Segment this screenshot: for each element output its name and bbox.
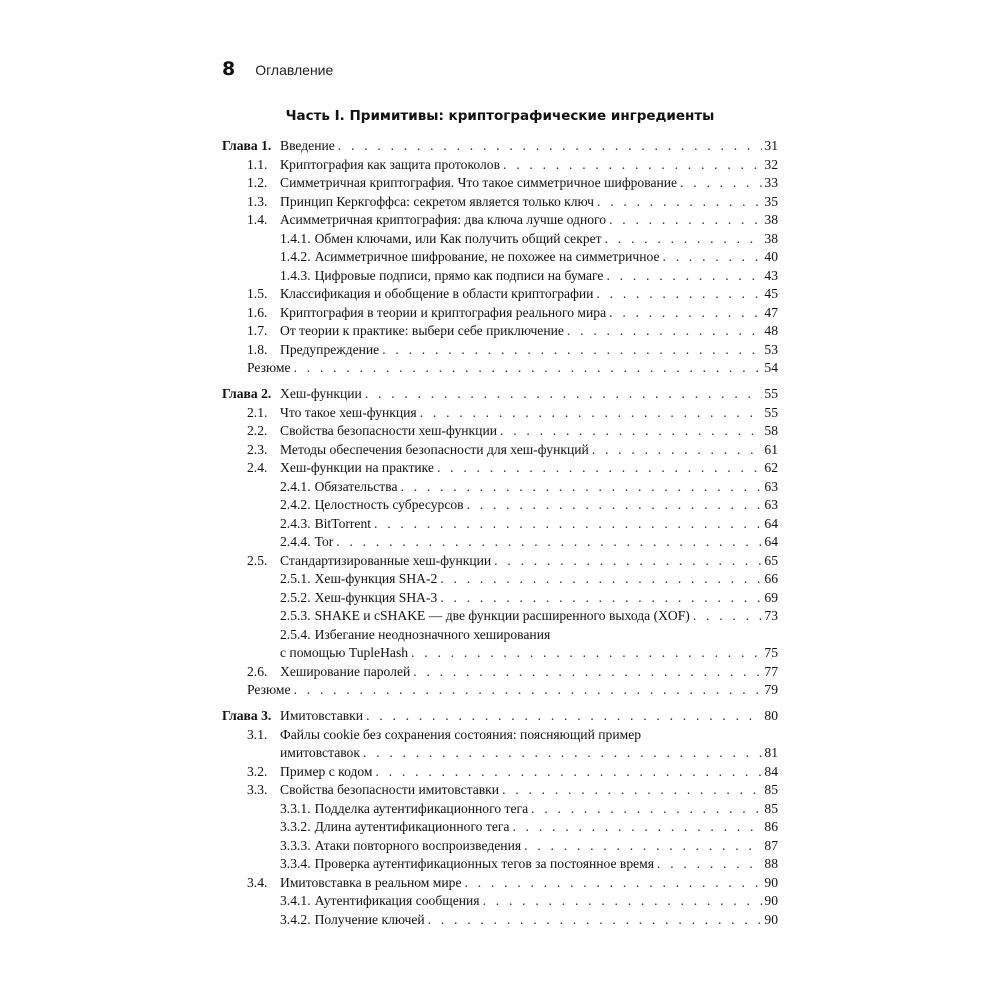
entry-number: 1.4.3. (280, 267, 311, 283)
page-number: 8 (222, 58, 236, 80)
entry-title: Цифровые подписи, прямо как подписи на бумаге (314, 267, 604, 283)
toc-subsection-entry[interactable] (222, 248, 778, 267)
toc-chapter-entry[interactable] (222, 385, 778, 404)
entry-number: 2.5. (247, 552, 268, 568)
entry-number: 3.4.2. (280, 911, 311, 927)
dot-leader (379, 341, 762, 360)
dot-leader (593, 285, 762, 304)
entry-page-number: 84 (764, 763, 778, 779)
entry-number: 2.1. (247, 404, 268, 420)
dot-leader (398, 478, 763, 497)
toc-section-entry[interactable] (222, 156, 778, 175)
entry-title: Хеш-функции (280, 386, 362, 401)
entry-title: Хеш-функция SHA-2 (314, 571, 438, 586)
toc-section-entry[interactable] (222, 285, 778, 304)
entry-title: Tor (314, 534, 334, 549)
toc-section-entry[interactable] (222, 441, 778, 460)
toc-subsection-entry[interactable] (222, 607, 778, 626)
entry-title: Пример с кодом (280, 763, 373, 779)
entry-number: 2.4.2. (280, 497, 311, 512)
entry-page-number: 43 (764, 267, 778, 283)
entry-number: 2.4. (247, 460, 268, 475)
dot-leader (371, 515, 762, 534)
toc-section-entry[interactable] (222, 552, 778, 571)
entry-title: Хеширование паролей (280, 663, 411, 679)
dot-leader (509, 818, 762, 837)
entry-page-number: 33 (764, 175, 778, 190)
entry-number: 2.4.4. (280, 534, 311, 549)
entry-title: Хеш-функции на практике (280, 460, 434, 475)
toc-section-entry[interactable] (222, 174, 778, 193)
entry-page-number: 64 (764, 534, 778, 549)
entry-page-number: 75 (764, 645, 778, 660)
entry-page-number: 63 (764, 497, 778, 512)
entry-number: 3.3. (247, 782, 268, 797)
entry-title: Свойства безопасности имитовставки (280, 782, 500, 797)
dot-leader (333, 533, 762, 552)
dot-leader (291, 359, 763, 378)
entry-title: Криптография как защита протоколов (280, 156, 501, 172)
entry-page-number: 38 (764, 230, 778, 246)
toc-subsection-entry[interactable] (222, 267, 778, 286)
entry-title: Проверка аутентификационных тегов за постоянное время (314, 856, 655, 871)
entry-number: 1.1. (247, 156, 268, 172)
entry-page-number: 63 (764, 478, 778, 494)
toc-subsection-entry[interactable] (222, 892, 778, 911)
toc-section-entry[interactable] (222, 459, 778, 478)
dot-leader (606, 211, 762, 230)
toc-subsection-entry[interactable] (222, 818, 778, 837)
entry-title: Аутентификация сообщения (314, 893, 480, 908)
entry-number: 1.2. (247, 175, 268, 190)
toc-section-entry[interactable] (222, 322, 778, 341)
entry-page-number: 38 (764, 212, 778, 227)
entry-title: BitTorrent (314, 515, 372, 531)
entry-page-number: 35 (764, 193, 778, 209)
dot-leader (335, 137, 763, 156)
entry-page-number: 53 (764, 341, 778, 357)
entry-title: Свойства безопасности хеш-функции (280, 423, 497, 438)
toc-subsection-entry[interactable] (222, 570, 778, 589)
dot-leader (417, 404, 763, 423)
toc-subsection-entry[interactable] (222, 230, 778, 249)
entry-title: Резюме (247, 360, 291, 375)
entry-number: 3.4.1. (280, 893, 311, 908)
entry-page-number: 90 (764, 911, 778, 927)
dot-leader (660, 248, 763, 267)
entry-title: Файлы cookie без сохранения состояния: поясняющий пример (280, 726, 642, 742)
entry-page-number: 77 (764, 663, 778, 679)
entry-page-number: 32 (764, 156, 778, 172)
toc-section-entry[interactable] (222, 211, 778, 230)
entry-title: Криптография в теории и криптография реального мира (280, 304, 607, 320)
entry-title: Методы обеспечения безопасности для хеш-функций (280, 441, 589, 457)
entry-page-number: 47 (764, 304, 778, 320)
toc-subsection-entry[interactable] (222, 626, 778, 645)
entry-page-number: 54 (764, 360, 778, 375)
entry-page-number: 85 (764, 800, 778, 816)
entry-page-number: 62 (764, 460, 778, 475)
toc-summary-entry[interactable] (222, 359, 778, 378)
entry-title: Что такое хеш-функция (280, 404, 417, 420)
entry-title: с помощью TupleHash (280, 645, 409, 660)
dot-leader (362, 385, 763, 404)
entry-title: SHAKE и cSHAKE — две функции расширенного выхода (XOF) (314, 608, 690, 623)
toc-section-entry[interactable] (222, 304, 778, 323)
table-of-contents (222, 137, 778, 929)
toc-subsection-entry[interactable] (222, 496, 778, 515)
entry-number: 2.5.3. (280, 608, 311, 623)
entry-title: Стандартизированные хеш-функции (280, 552, 492, 568)
entry-page-number: 88 (764, 856, 778, 871)
toc-section-entry[interactable] (222, 663, 778, 682)
entry-number: 1.6. (247, 304, 268, 320)
toc-subsection-entry[interactable] (222, 533, 778, 552)
entry-page-number: 69 (764, 589, 778, 605)
dot-leader (602, 230, 763, 249)
dot-leader (606, 304, 762, 323)
toc-subsection-entry[interactable] (222, 911, 778, 930)
entry-number: 3.3.1. (280, 800, 311, 816)
dot-leader (360, 744, 762, 763)
entry-number: 2.5.1. (280, 571, 311, 586)
entry-page-number: 64 (764, 515, 778, 531)
entry-page-number: 40 (764, 249, 778, 264)
dot-leader (425, 911, 763, 930)
entry-page-number: 73 (764, 608, 778, 623)
entry-number: Глава 1. (222, 138, 272, 153)
entry-number: 1.3. (247, 193, 268, 209)
toc-subsection-entry[interactable] (222, 589, 778, 608)
entry-title: Обмен ключами, или Как получить общий секрет (314, 230, 602, 246)
entry-title: Предупреждение (280, 341, 380, 357)
entry-title: От теории к практике: выбери себе приключение (280, 323, 564, 338)
toc-subsection-entry[interactable] (222, 515, 778, 534)
entry-number: 2.5.2. (280, 589, 311, 605)
dot-leader (589, 441, 763, 460)
dot-leader (410, 663, 762, 682)
entry-title: Асимметричная криптография: два ключа лучше одного (280, 212, 607, 227)
dot-leader (464, 496, 763, 515)
chapter-separator (222, 700, 778, 708)
dot-leader (499, 781, 762, 800)
dot-leader (373, 763, 763, 782)
toc-chapter-entry[interactable] (222, 707, 778, 726)
toc-section-entry[interactable] (222, 726, 778, 745)
entry-number: 1.4.1. (280, 230, 311, 246)
dot-leader (462, 874, 763, 893)
dot-leader (500, 156, 762, 175)
entry-number: 2.2. (247, 423, 268, 438)
entry-page-number: 55 (764, 386, 778, 401)
entry-number: Глава 2. (222, 386, 272, 401)
entry-page-number: 90 (764, 893, 778, 908)
entry-page-number: 31 (764, 138, 778, 153)
entry-page-number: 48 (764, 323, 778, 338)
toc-subsection-entry[interactable] (222, 478, 778, 497)
entry-page-number: 81 (764, 745, 778, 760)
toc-summary-entry[interactable] (222, 681, 778, 700)
toc-section-entry[interactable] (222, 763, 778, 782)
part-title: Часть I. Примитивы: криптографические ингредиенты (285, 108, 715, 124)
toc-section-entry[interactable] (222, 422, 778, 441)
entry-number: 1.7. (247, 323, 268, 338)
entry-page-number: 87 (764, 837, 778, 853)
entry-number: 2.6. (247, 663, 268, 679)
entry-number: 3.4. (247, 874, 268, 890)
entry-title: Резюме (247, 682, 291, 697)
running-title: Оглавление (255, 62, 334, 78)
entry-page-number: 45 (764, 286, 778, 301)
entry-page-number: 90 (764, 874, 778, 890)
toc-section-entry[interactable] (222, 341, 778, 360)
entry-title: Асимметричное шифрование, не похожее на симметричное (314, 249, 660, 264)
entry-title: Хеш-функция SHA-3 (314, 589, 438, 605)
entry-title: Подделка аутентификационного тега (314, 800, 529, 816)
toc-subsection-entry[interactable] (222, 837, 778, 856)
toc-chapter-entry[interactable] (222, 137, 778, 156)
dot-leader (594, 193, 762, 212)
dot-leader (690, 607, 763, 626)
entry-title: Атаки повторного воспроизведения (314, 837, 522, 853)
page-header (222, 58, 333, 88)
chapter-separator (222, 378, 778, 386)
dot-leader (437, 589, 762, 608)
entry-title: Симметричная криптография. Что такое симметричное шифрование (280, 175, 678, 190)
entry-number: 2.3. (247, 441, 268, 457)
toc-subsection-continuation[interactable] (222, 644, 778, 663)
entry-number: 3.3.3. (280, 837, 311, 853)
entry-number: 3.3.2. (280, 819, 311, 834)
entry-page-number: 85 (764, 782, 778, 797)
entry-number: 1.4. (247, 212, 268, 227)
dot-leader (528, 800, 762, 819)
entry-number: 1.8. (247, 341, 268, 357)
dot-leader (363, 707, 762, 726)
toc-subsection-entry[interactable] (222, 855, 778, 874)
dot-leader (408, 644, 762, 663)
dot-leader (291, 681, 763, 700)
entry-page-number: 66 (764, 571, 778, 586)
dot-leader (497, 422, 762, 441)
entry-title: Принцип Керкгоффса: секретом является только ключ (280, 193, 595, 209)
entry-title: Обязательства (314, 478, 398, 494)
dot-leader (480, 892, 763, 911)
toc-section-entry[interactable] (222, 874, 778, 893)
entry-number: 2.4.1. (280, 478, 311, 494)
entry-title: Избегание неоднозначного хеширования (314, 626, 551, 642)
entry-title: Имитовставка в реальном мире (280, 874, 462, 890)
toc-section-entry[interactable] (222, 781, 778, 800)
entry-title: Целостность субресурсов (314, 497, 464, 512)
entry-number: 1.4.2. (280, 249, 311, 264)
entry-title: Введение (280, 138, 335, 153)
entry-number: 1.5. (247, 286, 268, 301)
dot-leader (603, 267, 762, 286)
dot-leader (677, 174, 762, 193)
dot-leader (491, 552, 762, 571)
entry-page-number: 79 (764, 682, 778, 697)
dot-leader (521, 837, 762, 856)
entry-title: Длина аутентификационного тега (314, 819, 510, 834)
entry-title: Получение ключей (314, 911, 425, 927)
dot-leader (564, 322, 762, 341)
entry-number: 2.4.3. (280, 515, 311, 531)
entry-page-number: 86 (764, 819, 778, 834)
entry-number: 3.2. (247, 763, 268, 779)
entry-number: 2.5.4. (280, 626, 311, 642)
entry-page-number: 55 (764, 404, 778, 420)
entry-number: 3.3.4. (280, 856, 311, 871)
entry-number: Глава 3. (222, 708, 272, 723)
entry-number: 3.1. (247, 726, 268, 742)
dot-leader (434, 459, 762, 478)
entry-title: имитовставок (280, 745, 360, 760)
entry-page-number: 80 (764, 708, 778, 723)
entry-page-number: 65 (764, 552, 778, 568)
entry-title: Имитовставки (280, 708, 364, 723)
entry-page-number: 61 (764, 441, 778, 457)
entry-title: Классификация и обобщение в области криптографии (280, 286, 594, 301)
toc-section-entry[interactable] (222, 193, 778, 212)
entry-page-number: 58 (764, 423, 778, 438)
toc-subsection-entry[interactable] (222, 800, 778, 819)
dot-leader (654, 855, 762, 874)
dot-leader (437, 570, 762, 589)
toc-section-entry[interactable] (222, 404, 778, 423)
toc-section-continuation[interactable] (222, 744, 778, 763)
